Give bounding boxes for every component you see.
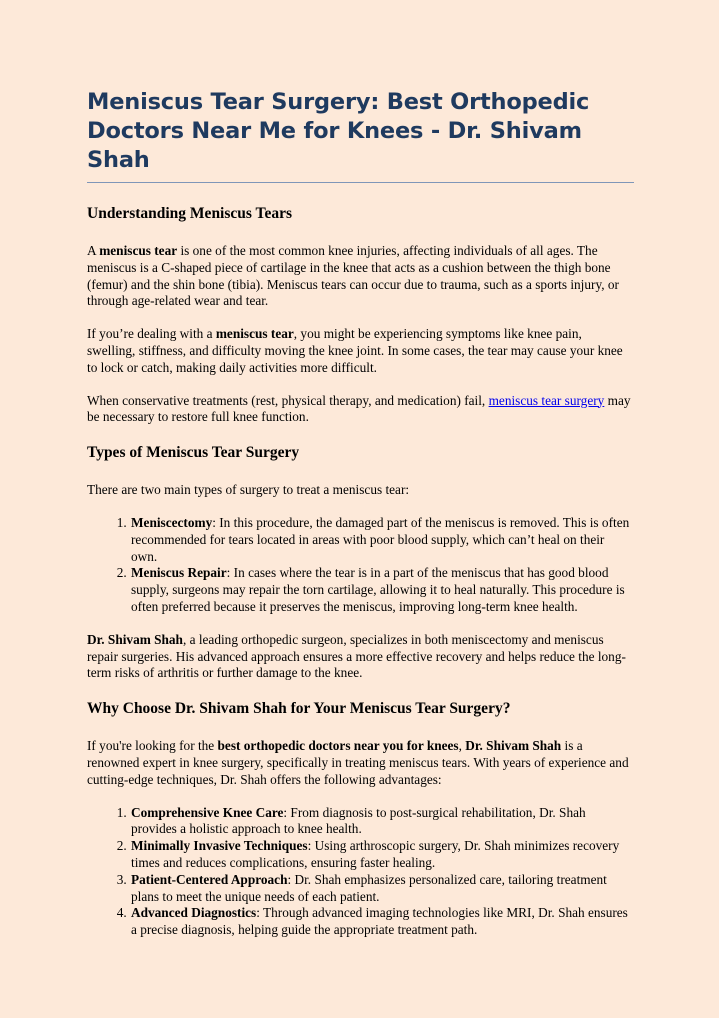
text: : In this procedure, the damaged part of the meniscus is removed. This is often recommended for tears located in areas with poor blood supply, which can’t heal on their own. — [131, 514, 630, 564]
text: may be necessary to restore full knee function. — [87, 392, 631, 425]
text: is one of the most common knee injuries, affecting individuals of all ages. The meniscus is a C-shaped piece of cartilage in the knee that acts as a cushion between the thigh bone (femur) and the shin bone (tibia). Meniscus tears can occur due to trauma, such as a sports injury, or through age-related wear and tear. — [87, 243, 619, 309]
text: , a leading orthopedic surgeon, specializes in both meniscectomy and meniscus repair surgeries. His advanced approach ensures a more effective recovery and helps reduce the long-term risks of arthritis or further damage to the knee. — [87, 631, 626, 681]
paragraph — [87, 393, 633, 427]
text: When conservative treatments (rest, physical therapy, and medication) fail, — [87, 392, 489, 408]
list-item — [130, 515, 633, 565]
paragraph: There are two main types of surgery to treat a meniscus tear: — [87, 482, 410, 498]
bold-term: Dr. Shivam Shah — [465, 738, 562, 754]
bold-term: Minimally Invasive Techniques — [131, 838, 308, 854]
text: If you're looking for the — [87, 738, 218, 754]
section-understanding — [87, 204, 633, 426]
text: , — [458, 738, 466, 754]
text: A — [87, 243, 100, 258]
bold-term: Meniscectomy — [131, 514, 213, 530]
bold-term: Advanced Diagnostics — [131, 905, 257, 921]
text: : Using arthroscopic surgery, Dr. Shah minimizes recovery times and reduces complications, ensuring faster healing. — [131, 838, 620, 870]
advantages-list — [87, 805, 633, 939]
bold-term: best orthopedic doctors near you for knees — [217, 738, 459, 754]
meniscus-surgery-link[interactable]: meniscus tear surgery — [488, 392, 605, 408]
section-heading: Why Choose Dr. Shivam Shah for Your Meniscus Tear Surgery? — [87, 700, 511, 718]
bold-term: meniscus tear — [215, 326, 294, 342]
list-item — [130, 872, 633, 906]
section-why-choose — [87, 699, 633, 939]
bold-term: Meniscus Repair — [131, 565, 227, 581]
list-item — [130, 805, 633, 839]
text: is a renowned expert in knee surgery, specifically in treating meniscus tears. With years of experience and cutting-edge techniques, Dr. Shah offers the following advantages: — [87, 738, 629, 787]
surgery-types-list — [87, 515, 633, 616]
bold-term: Patient-Centered Approach — [131, 871, 288, 887]
text: : From diagnosis to post-surgical rehabilitation, Dr. Shah provides a holistic approach to knee health. — [131, 804, 586, 837]
title-divider — [87, 182, 634, 183]
paragraph — [87, 326, 633, 376]
section-heading: Understanding Meniscus Tears — [87, 205, 292, 222]
list-item — [130, 565, 633, 615]
list-item — [130, 838, 633, 872]
page-title: Meniscus Tear Surgery: Best Orthopedic Doctors Near Me for Knees - Dr. Shivam Shah — [87, 89, 590, 173]
paragraph — [87, 632, 633, 682]
list-item — [130, 905, 633, 939]
text: , you might be experiencing symptoms like knee pain, swelling, stiffness, and difficulty moving the knee joint. In some cases, the tear may cause your knee to lock or catch, making daily activities more difficult. — [87, 326, 623, 375]
text: : Dr. Shah emphasizes personalized care, tailoring treatment plans to meet the unique needs of each patient. — [131, 871, 607, 904]
section-types — [87, 443, 633, 682]
text: : Through advanced imaging technologies like MRI, Dr. Shah ensures a precise diagnosis, helping guide the appropriate treatment path. — [131, 905, 628, 938]
bold-term: Comprehensive Knee Care — [131, 804, 284, 820]
paragraph — [87, 738, 633, 788]
paragraph — [87, 243, 633, 310]
section-heading: Types of Meniscus Tear Surgery — [87, 444, 300, 462]
bold-term: Dr. Shivam Shah — [87, 631, 183, 647]
text: If you’re dealing with a — [87, 326, 216, 342]
bold-term: meniscus tear — [99, 243, 178, 258]
text: : In cases where the tear is in a part of the meniscus that has good blood supply, surgeons may repair the torn cartilage, allowing it to heal naturally. This procedure is often preferred because it preserves the meniscus, improving long-term knee health. — [131, 565, 625, 614]
